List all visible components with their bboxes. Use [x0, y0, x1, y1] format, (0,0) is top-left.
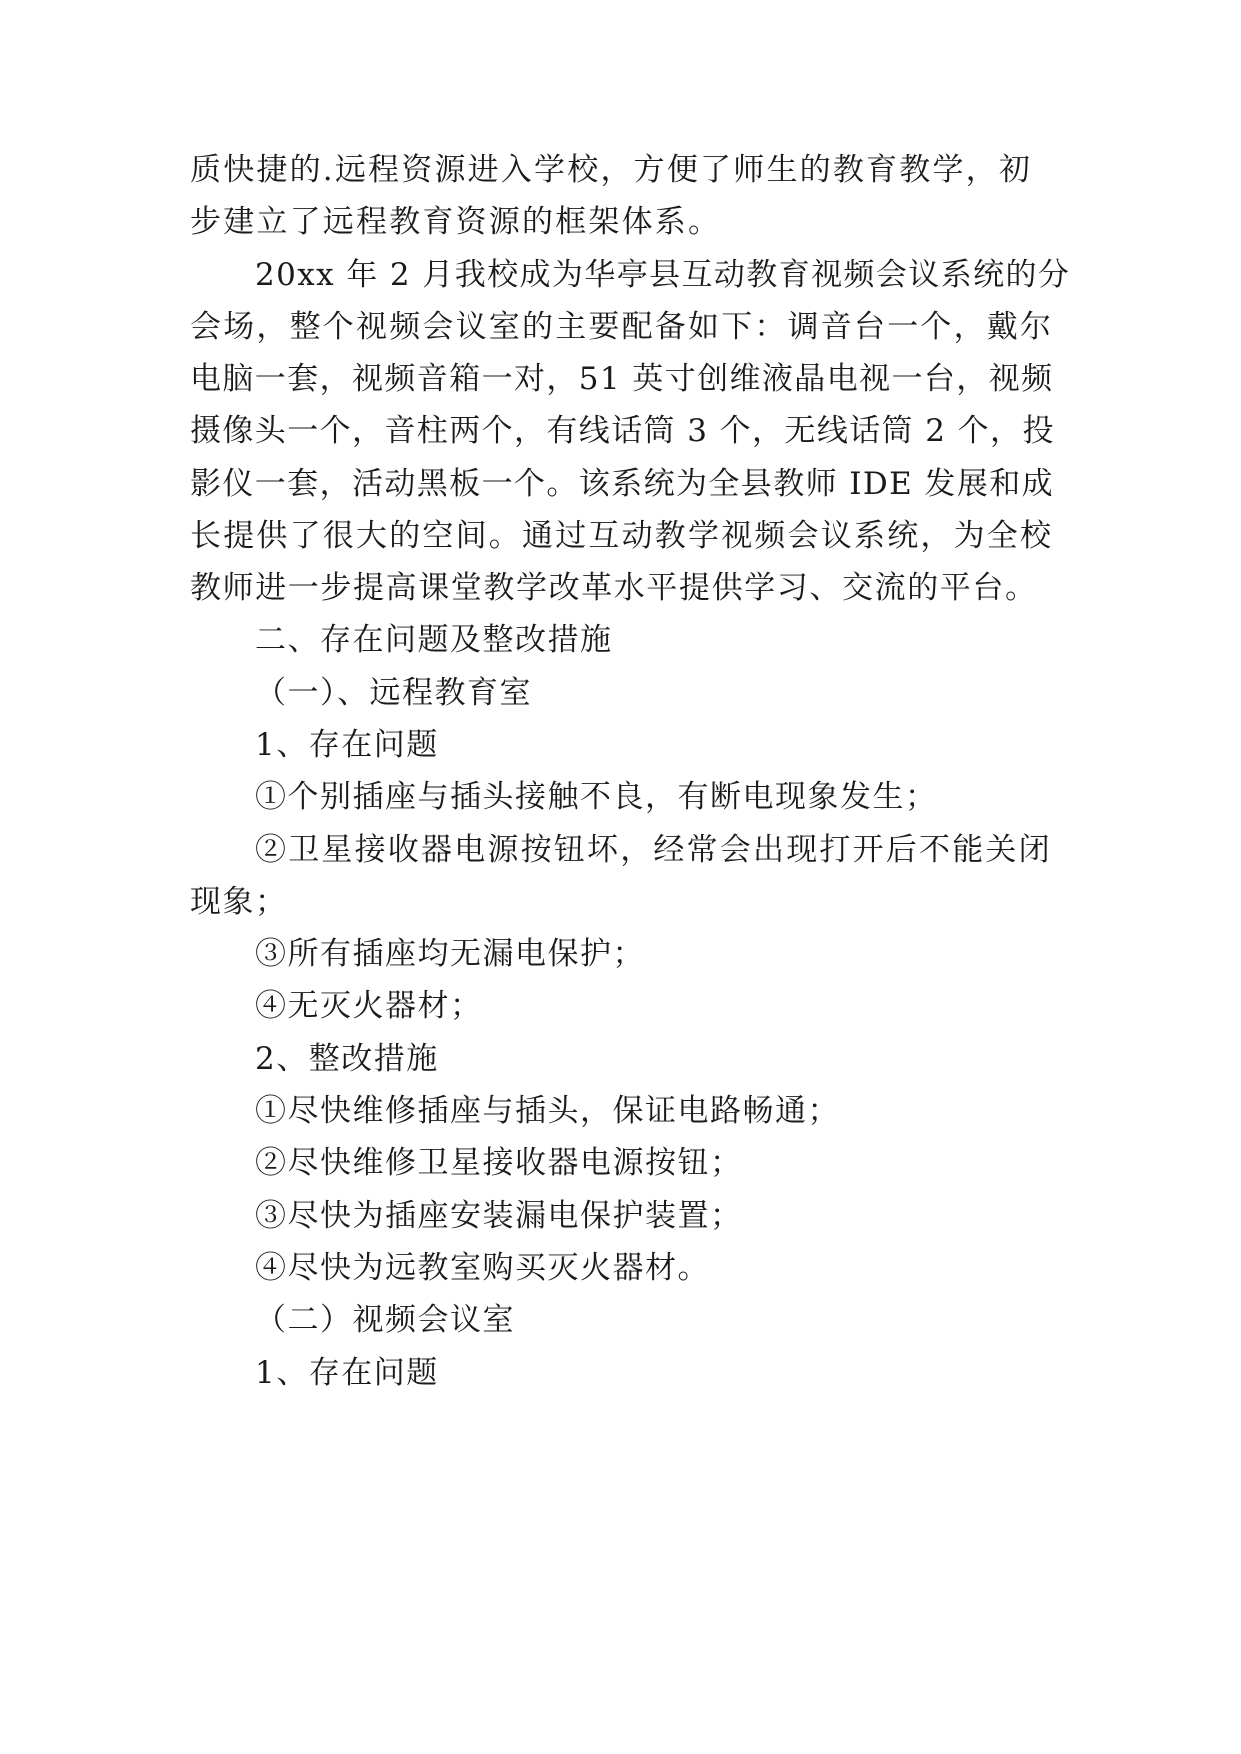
list-item: ④无灭火器材；: [255, 988, 483, 1024]
item-heading: 1、存在问题: [255, 727, 439, 763]
list-item: ②尽快维修卫星接收器电源按钮；: [255, 1145, 743, 1181]
item-heading: 2、整改措施: [255, 1041, 439, 1077]
list-item: ①尽快维修插座与插头，保证电路畅通；: [255, 1093, 840, 1129]
paragraph-line: 步建立了远程教育资源的框架体系。: [190, 204, 722, 240]
paragraph-line: 20xx 年 2 月我校成为华亭县互动教育视频会议系统的分: [255, 257, 1071, 293]
paragraph-line: 电脑一套，视频音箱一对，51 英寸创维液晶电视一台，视频: [190, 361, 1054, 397]
subsection-heading: （一）、远程教育室: [255, 675, 532, 711]
list-item: ③所有插座均无漏电保护；: [255, 936, 645, 972]
paragraph-line: 长提供了很大的空间。通过互动教学视频会议系统，为全校: [190, 518, 1054, 554]
paragraph-line: 影仪一套，活动黑板一个。该系统为全县教师 IDE 发展和成: [190, 466, 1055, 502]
list-item: ④尽快为远教室购买灭火器材。: [255, 1250, 710, 1286]
paragraph-line: 教师进一步提高课堂教学改革水平提供学习、交流的平台。: [190, 570, 1038, 606]
list-item-continuation: 现象；: [190, 884, 288, 920]
list-item: ①个别插座与插头接触不良，有断电现象发生；: [255, 779, 938, 815]
section-heading: 二、存在问题及整改措施: [255, 622, 613, 658]
paragraph-line: 质快捷的.远程资源进入学校，方便了师生的教育教学，初: [190, 152, 1033, 188]
list-item: ②卫星接收器电源按钮坏，经常会出现打开后不能关闭: [255, 832, 1052, 868]
paragraph-line: 摄像头一个，音柱两个，有线话筒 3 个，无线话筒 2 个，投: [190, 413, 1055, 449]
subsection-heading: （二）视频会议室: [255, 1302, 515, 1338]
paragraph-line: 会场，整个视频会议室的主要配备如下：调音台一个，戴尔: [190, 309, 1054, 345]
list-item: ③尽快为插座安装漏电保护装置；: [255, 1198, 743, 1234]
item-heading: 1、存在问题: [255, 1355, 439, 1391]
